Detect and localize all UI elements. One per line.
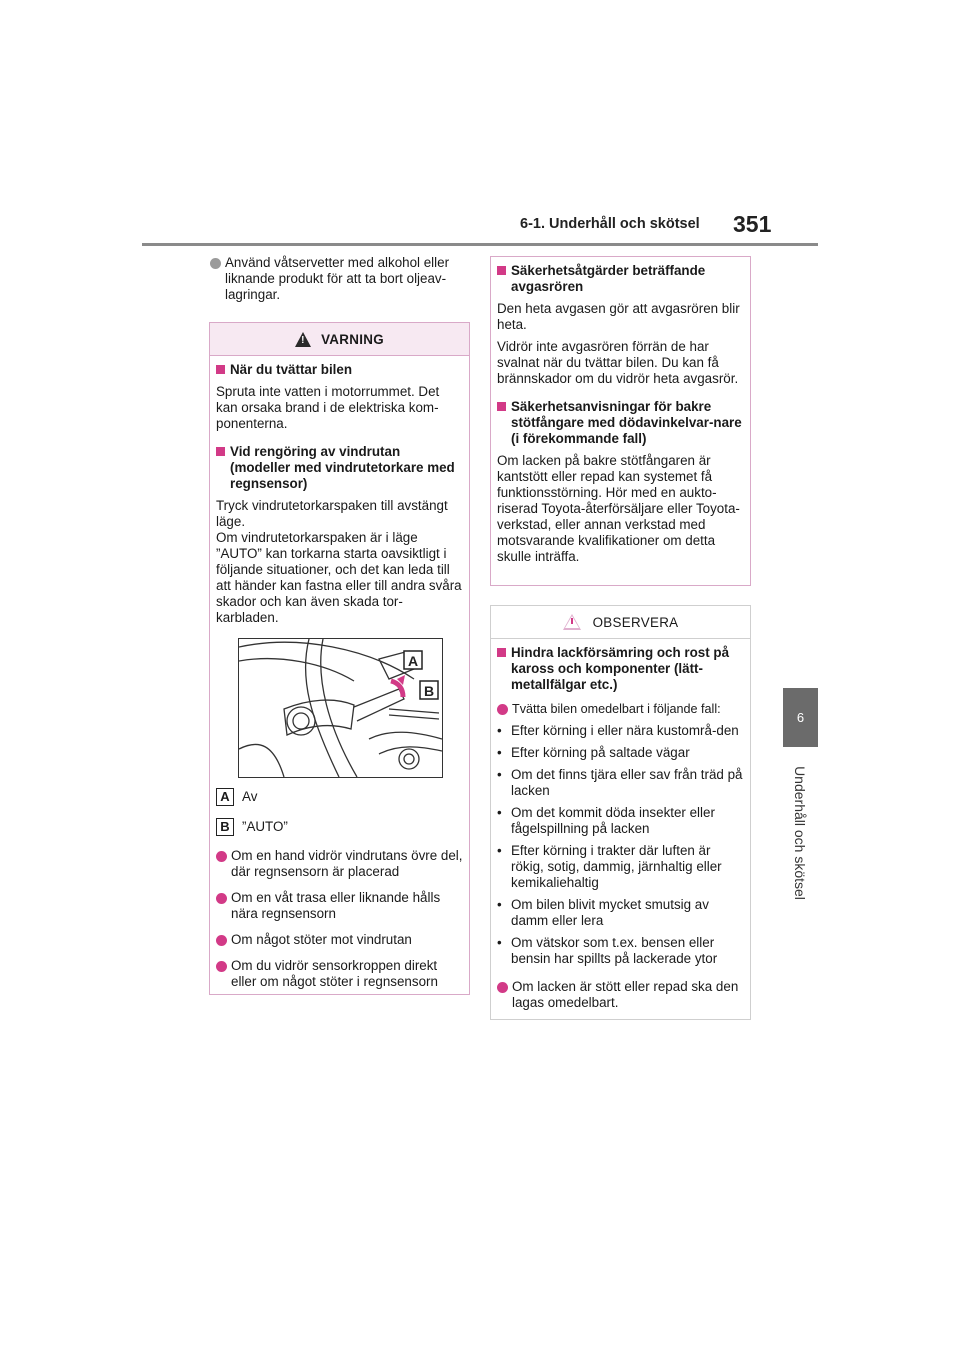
chapter-number: 6 bbox=[796, 710, 805, 725]
notice-item-text: Om vätskor som t.ex. bensen eller bensin har spillts på lackerade ytor bbox=[511, 935, 718, 966]
warning-continued-body bbox=[491, 257, 750, 565]
svg-text:B: B bbox=[423, 683, 435, 699]
warning-bullet-text: Om en hand vidrör vindrutans övre del, där regnsensorn är placerad bbox=[231, 848, 463, 879]
bullet-dot-icon bbox=[216, 935, 227, 946]
bullet-point-icon: • bbox=[497, 843, 502, 858]
warning-box-header bbox=[210, 323, 469, 356]
bullet-point-icon: • bbox=[497, 935, 502, 950]
exhaust-heading bbox=[497, 263, 744, 295]
notice-item bbox=[497, 745, 744, 761]
notice-lead bbox=[497, 701, 744, 717]
notice-item bbox=[497, 935, 744, 967]
bullet-point-icon: • bbox=[497, 723, 502, 738]
notice-item-text: Om det finns tjära eller sav från träd på lacken bbox=[511, 767, 743, 798]
bullet-dot-icon bbox=[216, 851, 227, 862]
bullet-dot-icon bbox=[497, 704, 508, 715]
chapter-side-label bbox=[772, 758, 828, 908]
warning-bullet-text: Om något stöter mot vindrutan bbox=[231, 932, 412, 947]
notice-item bbox=[497, 843, 744, 891]
warning-s1-text: Spruta inte vatten i motorrummet. Det kan orsaka brand i de elektriska kom-ponenterna. bbox=[216, 384, 440, 431]
bumper-heading-text: Säkerhetsanvisningar för bakre stötfångare med dödavinkelvar-nare (i förekommande fall) bbox=[511, 399, 742, 446]
intro-bullet bbox=[210, 255, 468, 303]
notice-item-text: Efter körning på saltade vägar bbox=[511, 745, 690, 760]
notice-item bbox=[497, 723, 744, 739]
exhaust-text1: Den heta avgasen gör att avgasrören blir heta. bbox=[497, 301, 740, 332]
notice-item-text: Om det kommit döda insekter eller fågelspillning på lacken bbox=[511, 805, 715, 836]
bullet-dot-icon bbox=[216, 893, 227, 904]
chapter-tab bbox=[783, 688, 818, 747]
warning-title: VARNING bbox=[321, 331, 384, 347]
bullet-point-icon: • bbox=[497, 897, 502, 912]
warning-bullet bbox=[216, 890, 463, 922]
notice-box bbox=[490, 605, 751, 1020]
notice-title: OBSERVERA bbox=[592, 614, 679, 630]
bullet-dot-icon bbox=[210, 258, 221, 269]
exhaust-heading-text: Säkerhetsåtgärder beträffande avgasrören bbox=[511, 263, 706, 294]
square-bullet-icon bbox=[497, 266, 506, 275]
warning-bullet bbox=[216, 848, 463, 880]
label-b-row bbox=[216, 818, 463, 836]
warning-s2-heading bbox=[216, 444, 463, 492]
exhaust-text2: Vidrör inte avgasrören förrän de har svalnat när du tvättar bilen. Du kan få brännskador om du vidrör heta avgasrör. bbox=[497, 339, 739, 386]
warning-box bbox=[209, 322, 470, 995]
warning-bullet-text: Om en våt trasa eller liknande hålls nära regnsensorn bbox=[231, 890, 441, 921]
section-title: 6-1. Underhåll och skötsel bbox=[520, 216, 700, 232]
bullet-dot-icon bbox=[497, 982, 508, 993]
bumper-heading bbox=[497, 399, 744, 447]
svg-text:A: A bbox=[407, 653, 419, 669]
warning-s1-heading bbox=[216, 362, 463, 378]
label-a-row bbox=[216, 788, 463, 806]
square-bullet-icon bbox=[497, 648, 506, 657]
notice-final-text: Om lacken är stött eller repad ska den lagas omedelbart. bbox=[512, 979, 739, 1010]
square-bullet-icon bbox=[497, 402, 506, 411]
notice-item bbox=[497, 805, 744, 837]
notice-item-text: Efter körning i eller nära kustområ-den bbox=[511, 723, 739, 738]
notice-lead-text: Tvätta bilen omedelbart i följande fall: bbox=[512, 702, 721, 716]
page-number: 351 bbox=[733, 211, 772, 237]
warning-bullet bbox=[216, 958, 463, 990]
square-bullet-icon bbox=[216, 365, 225, 374]
wiper-lever-illustration bbox=[238, 638, 443, 778]
caution-triangle-icon bbox=[563, 614, 581, 630]
warning-box-continued bbox=[490, 256, 751, 586]
notice-box-body bbox=[491, 639, 750, 1011]
notice-box-header bbox=[491, 606, 750, 639]
square-bullet-icon bbox=[216, 447, 225, 456]
label-a-text: Av bbox=[242, 789, 258, 804]
intro-bullet-text: Använd våtservetter med alkohol eller liknande produkt för att ta bort oljeav-lagringar. bbox=[225, 255, 450, 302]
notice-item-text: Om bilen blivit mycket smutsig av damm eller lera bbox=[511, 897, 709, 928]
warning-s2-text2: Om vindrutetorkarspaken är i läge ”AUTO” kan torkarna starta oavsiktligt i följande situationer, och det kan leda till att händer kan fastna eller till andra svåra skador och kan även skada tor-karbladen. bbox=[216, 530, 462, 625]
label-b-text: ”AUTO” bbox=[242, 819, 288, 834]
notice-final-bullet bbox=[497, 979, 744, 1011]
warning-triangle-icon bbox=[295, 332, 311, 347]
bullet-dot-icon bbox=[216, 961, 227, 972]
label-b-box: B bbox=[216, 818, 234, 836]
warning-bullet-text: Om du vidrör sensorkroppen direkt eller om något stöter i regnsensorn bbox=[231, 958, 438, 989]
bumper-text: Om lacken på bakre stötfångaren är kantstött eller repad kan systemet få funktionsstörning. Hör med en aukto-riserad Toyota-återförsäljare eller Toyota-verkstad, eller annan verkstad med motsvarande kvalifikationer om detta skulle inträffa. bbox=[497, 453, 740, 564]
warning-s1-heading-text: När du tvättar bilen bbox=[230, 362, 353, 377]
bullet-point-icon: • bbox=[497, 805, 502, 820]
header-rule bbox=[142, 243, 818, 246]
steering-column-drawing bbox=[239, 639, 442, 777]
chapter-title: Underhåll och skötsel bbox=[792, 766, 808, 900]
notice-item bbox=[497, 767, 744, 799]
warning-s2-heading-text: Vid rengöring av vindrutan (modeller med vindrutetorkare med regnsensor) bbox=[230, 444, 455, 491]
warning-box-body bbox=[210, 356, 469, 990]
label-a-box: A bbox=[216, 788, 234, 806]
notice-heading-text: Hindra lackförsämring och rost på kaross och komponenter (lätt-metallfälgar etc.) bbox=[511, 645, 730, 692]
warning-bullet bbox=[216, 932, 463, 948]
warning-s2-text1: Tryck vindrutetorkarspaken till avstängt läge. bbox=[216, 498, 448, 529]
bullet-point-icon: • bbox=[497, 767, 502, 782]
notice-item bbox=[497, 897, 744, 929]
notice-heading bbox=[497, 645, 744, 693]
notice-item-text: Efter körning i trakter där luften är rökig, sotig, dammig, järnhaltig eller kemikaliehaltig bbox=[511, 843, 722, 890]
bullet-point-icon: • bbox=[497, 745, 502, 760]
